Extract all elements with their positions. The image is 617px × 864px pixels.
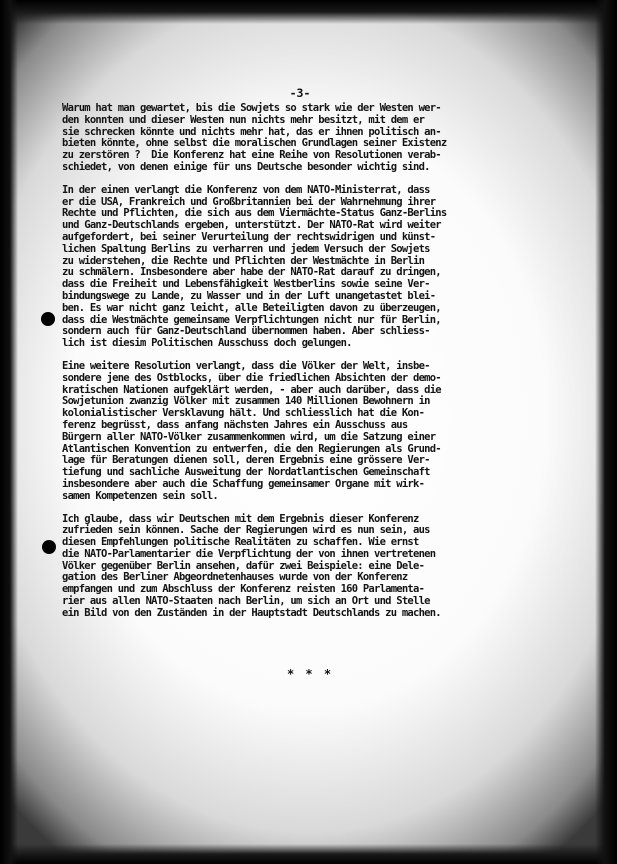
scan-border-right <box>595 0 617 864</box>
paragraph-1: Warum hat man gewartet, bis die Sowjets so stark wie der Westen wer- den konnten und dieser Westen nun nichts mehr besitzt, mit dem er sie schrecken könnte und nichts mehr hat, das er ihnen politisch an- bieten könnte, ohne selbst die moralischen Grundlagen seiner Existenz zu zerstören ? Die Konferenz hat eine Reihe von Resolutionen verab- schiedet, von denen einige für uns Deutsche besonder wichtig sind. <box>62 102 447 173</box>
paragraph-4: Ich glaube, dass wir Deutschen mit dem Ergebnis dieser Konferenz zufrieden sein können. Sache der Regierungen wird es nun sein, aus diesen Empfehlungen politische Realitäten zu schaffen. Wie ernst die NATO-Parlamentarier die Verpflichtung der von ihnen vertretenen Völker gegenüber Berlin ansehen, dafür zwei Beispiele: eine Dele- gation des Berliner Abgeordnetenhauses wurde von der Konferenz empfangen und zum Abschluss der Konferenz reisten 160 Parlamenta- rier aus allen NATO-Staaten nach Berlin, um sich an Ort und Stelle ein Bild von den Zuständen in der Hauptstadt Deutschlands zu machen. <box>62 512 441 619</box>
scan-border-bottom <box>0 844 617 864</box>
closing-mark: * * * <box>286 667 334 681</box>
punch-hole-lower <box>42 540 56 554</box>
paragraph-3: Eine weitere Resolution verlangt, dass die Völker der Welt, insbe- sondere jene des Ostblocks, über die friedlichen Absichten der demo- kratischen Nationen aufgeklärt werden, - aber auch darüber, dass die Sowjetunion zwanzig Völker mit zusammen 140 Millionen Bewohnern in kolonialistischer Versklavung hält. Und schliesslich hat die Kon- ferenz begrüsst, dass anfang nächsten Jahres ein Ausschuss aus Bürgern aller NATO-Völker zusammenkommen wird, um die Satzung einer Atlantischen Konvention zu entwerfen, die den Regierungen als Grund- lage für Beratungen dienen soll, deren Ergebnis eine grössere Ver- tiefung und sachliche Ausweitung der Nordatlantischen Gemeinschaft insbesondere aber auch die Schaffung gemeinsamer Organe mit wirk- samen Kompetenzen sein soll. <box>62 359 441 502</box>
scan-border-left <box>0 0 18 864</box>
paragraph-2: In der einen verlangt die Konferenz von dem NATO-Ministerrat, dass er die USA, Frankreich und Großbritannien bei der Wahrnehmung ihrer Rechte und Pflichten, die sich aus dem Viermächte-Status Ganz-Berlins und Ganz-Deutschlands ergeben, unterstützt. Der NATO-Rat wird weiter aufgefordert, bei seiner Verurteilung der rechtswidrigen und künst- lichen Spaltung Berlins zu verharren und jedem Versuch der Sowjets zu widerstehen, die Rechte und Pflichten der Westmächte in Berlin zu schmälern. Insbesondere aber habe der NATO-Rat darauf zu dringen, dass die Freiheit und Lebensfähigkeit Westberlins sowie seine Ver- bindungswege zu Lande, zu Wasser und in der Luft unangetastet blei- ben. Es war nicht ganz leicht, alle Beteiligten davon zu überzeugen, dass die Westmächte gemeinsame Verpflichtungen nicht nur für Berlin, sondern auch für Ganz-Deutschland übernommen haben. Aber schliess- lich ist diesim Politischen Ausschuss doch gelungen. <box>62 183 447 350</box>
page-number: -3- <box>289 86 311 100</box>
scan-border-top <box>0 0 617 24</box>
punch-hole-upper <box>41 312 55 326</box>
body-text <box>62 103 574 620</box>
